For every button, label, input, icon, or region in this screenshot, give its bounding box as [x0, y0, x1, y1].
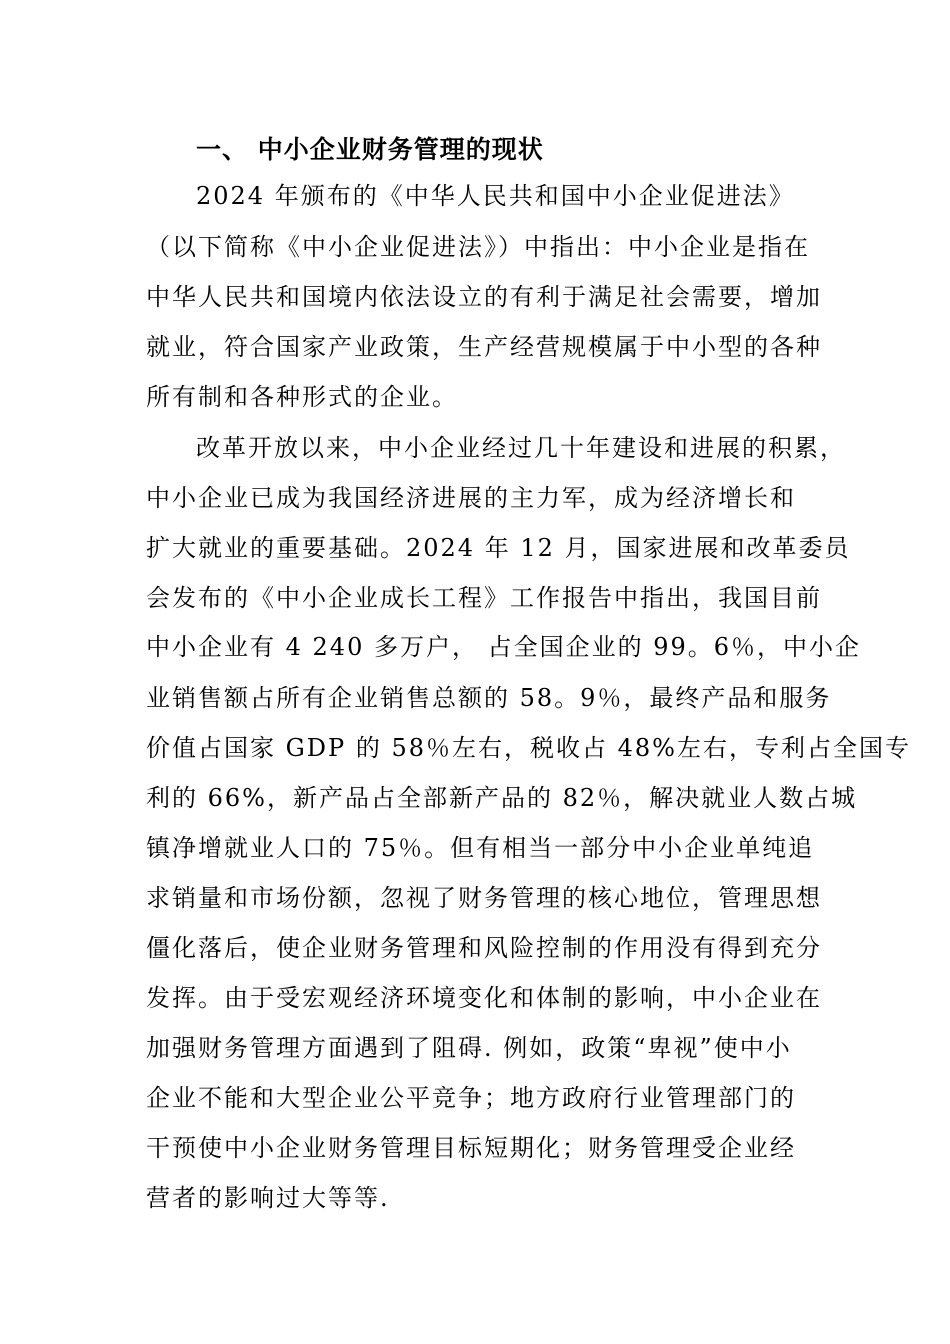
section-heading: 一、 中小企业财务管理的现状	[196, 135, 544, 164]
paragraph-line: 营者的影响过大等等.	[146, 1184, 390, 1212]
paragraph-line: 僵化落后，使企业财务管理和风险控制的作用没有得到充分	[146, 934, 822, 962]
paragraph-line: 发挥。由于受宏观经济环境变化和体制的影响，中小企业在	[146, 984, 822, 1012]
paragraph-line: 扩大就业的重要基础。2024 年 12 月，国家进展和改革委员	[146, 534, 851, 562]
paragraph-line: 改革开放以来，中小企业经过几十年建设和进展的积累，	[196, 434, 846, 462]
paragraph-line: 中小企业有 4 240 多万户， 占全国企业的 99。6％，中小企	[146, 633, 862, 661]
paragraph-line: （以下简称《中小企业促进法》）中指出：中小企业是指在	[146, 233, 810, 261]
paragraph-line: 干预使中小企业财务管理目标短期化；财务管理受企业经	[146, 1134, 796, 1162]
paragraph-line: 所有制和各种形式的企业。	[146, 383, 458, 411]
paragraph-line: 中华人民共和国境内依法设立的有利于满足社会需要，增加	[146, 283, 822, 311]
paragraph-line: 中小企业已成为我国经济进展的主力军，成为经济增长和	[146, 484, 796, 512]
paragraph-line: 企业不能和大型企业公平竞争；地方政府行业管理部门的	[146, 1084, 796, 1112]
paragraph-line: 价值占国家 GDP 的 58％左右，税收占 48%左右，专利占全国专	[146, 734, 911, 762]
paragraph-line: 2024 年颁布的《中华人民共和国中小企业促进法》	[196, 182, 795, 210]
paragraph-line: 利的 66%，新产品占全部新产品的 82％，解决就业人数占城	[146, 784, 858, 812]
paragraph-line: 镇净增就业人口的 75％。但有相当一部分中小企业单纯追	[146, 834, 815, 862]
paragraph-line: 加强财务管理方面遇到了阻碍. 例如，政策“卑视”使中小	[146, 1034, 792, 1062]
paragraph-line: 求销量和市场份额，忽视了财务管理的核心地位，管理思想	[146, 884, 822, 912]
paragraph-line: 业销售额占所有企业销售总额的 58。9％，最终产品和服务	[146, 684, 832, 712]
paragraph-line: 会发布的《中小企业成长工程》工作报告中指出，我国目前	[146, 584, 822, 612]
paragraph-line: 就业，符合国家产业政策，生产经营规模属于中小型的各种	[146, 333, 822, 361]
